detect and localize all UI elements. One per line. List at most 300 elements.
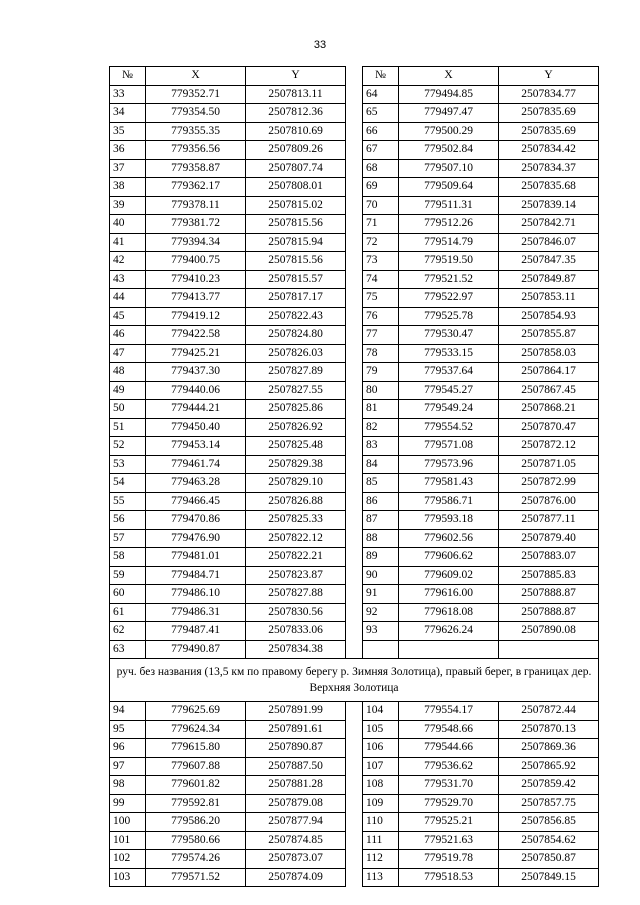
- y-coordinate-left: 2507822.21: [246, 548, 346, 567]
- column-gap: [346, 720, 363, 739]
- table-row: [110, 850, 599, 869]
- y-coordinate-left: 2507815.56: [246, 215, 346, 234]
- point-number-left: 62: [110, 622, 146, 641]
- x-coordinate-right: 779514.79: [399, 233, 499, 252]
- x-coordinate-right: 779500.29: [399, 122, 499, 141]
- point-number-right: 90: [363, 566, 399, 585]
- y-coordinate-left: 2507817.17: [246, 289, 346, 308]
- column-gap: [346, 455, 363, 474]
- table-row: [110, 159, 599, 178]
- x-coordinate-right: 779509.64: [399, 178, 499, 197]
- y-coordinate-left: 2507815.57: [246, 270, 346, 289]
- x-coordinate-right: 779593.18: [399, 511, 499, 530]
- table-row: [110, 622, 599, 641]
- point-number-right: 68: [363, 159, 399, 178]
- point-number-right: 67: [363, 141, 399, 160]
- x-coordinate-left: 779422.58: [146, 326, 246, 345]
- table-row: [110, 307, 599, 326]
- y-coordinate-left: 2507807.74: [246, 159, 346, 178]
- point-number-left: 61: [110, 603, 146, 622]
- column-gap: [346, 529, 363, 548]
- point-number-right: 113: [363, 868, 399, 887]
- point-number-right: 72: [363, 233, 399, 252]
- table-row: [110, 548, 599, 567]
- y-coordinate-left: 2507826.88: [246, 492, 346, 511]
- y-coordinate-left: 2507815.94: [246, 233, 346, 252]
- y-coordinate-right: 2507849.87: [499, 270, 599, 289]
- y-coordinate-right: 2507865.92: [499, 757, 599, 776]
- column-gap: [346, 585, 363, 604]
- column-gap: [346, 363, 363, 382]
- column-gap: [346, 215, 363, 234]
- x-coordinate-left: 779356.56: [146, 141, 246, 160]
- point-number-right: 85: [363, 474, 399, 493]
- table-row: [110, 381, 599, 400]
- y-coordinate-left: 2507826.92: [246, 418, 346, 437]
- x-coordinate-left: 779607.88: [146, 757, 246, 776]
- x-coordinate-left: 779453.14: [146, 437, 246, 456]
- point-number-left: 59: [110, 566, 146, 585]
- table-row: [110, 344, 599, 363]
- y-coordinate-right: 2507858.03: [499, 344, 599, 363]
- point-number-left: 35: [110, 122, 146, 141]
- point-number-right: 106: [363, 739, 399, 758]
- table-row: [110, 122, 599, 141]
- y-coordinate-left: 2507810.69: [246, 122, 346, 141]
- y-coordinate-left: 2507812.36: [246, 104, 346, 123]
- x-coordinate-left: 779476.90: [146, 529, 246, 548]
- column-gap: [346, 159, 363, 178]
- table-row: [110, 511, 599, 530]
- y-coordinate-right: 2507872.12: [499, 437, 599, 456]
- section-note: руч. без названия (13,5 км по правому берегу р. Зимняя Золотица), правый берег, в границах дер. Верхняя Золотица: [110, 659, 599, 702]
- column-gap: [346, 511, 363, 530]
- x-coordinate-left: 779574.26: [146, 850, 246, 869]
- point-number-right: 66: [363, 122, 399, 141]
- x-coordinate-right: 779533.15: [399, 344, 499, 363]
- y-coordinate-left: 2507824.80: [246, 326, 346, 345]
- y-coordinate-right: 2507834.42: [499, 141, 599, 160]
- table-row: [110, 85, 599, 104]
- x-coordinate-right: 779602.56: [399, 529, 499, 548]
- y-coordinate-right: 2507870.13: [499, 720, 599, 739]
- y-coordinate-right: 2507835.68: [499, 178, 599, 197]
- table-row: [110, 270, 599, 289]
- x-coordinate-left: 779481.01: [146, 548, 246, 567]
- point-number-left: 50: [110, 400, 146, 419]
- table-row: [110, 437, 599, 456]
- x-coordinate-right: 779573.96: [399, 455, 499, 474]
- column-gap: [346, 141, 363, 160]
- x-coordinate-right: 779571.08: [399, 437, 499, 456]
- y-coordinate-left: 2507827.88: [246, 585, 346, 604]
- column-gap: [346, 122, 363, 141]
- y-coordinate-right: 2507835.69: [499, 122, 599, 141]
- point-number-right: 81: [363, 400, 399, 419]
- page-number: 33: [313, 39, 327, 51]
- column-gap: [346, 640, 363, 659]
- x-coordinate-left: 779461.74: [146, 455, 246, 474]
- y-coordinate-right: 2507859.42: [499, 776, 599, 795]
- y-coordinate-right: 2507890.08: [499, 622, 599, 641]
- x-coordinate-left: 779425.21: [146, 344, 246, 363]
- x-coordinate-left: 779490.87: [146, 640, 246, 659]
- column-gap: [346, 326, 363, 345]
- x-coordinate-left: 779466.45: [146, 492, 246, 511]
- y-coordinate-left: 2507822.43: [246, 307, 346, 326]
- table-row: [110, 585, 599, 604]
- point-number-left: 38: [110, 178, 146, 197]
- x-coordinate-left: 779580.66: [146, 831, 246, 850]
- y-coordinate-right: 2507872.44: [499, 702, 599, 721]
- column-gap: [346, 437, 363, 456]
- x-coordinate-left: 779444.21: [146, 400, 246, 419]
- x-coordinate-right: 779519.50: [399, 252, 499, 271]
- y-coordinate-right: 2507854.62: [499, 831, 599, 850]
- point-number-left: 51: [110, 418, 146, 437]
- y-coordinate-left: 2507873.07: [246, 850, 346, 869]
- column-gap: [346, 868, 363, 887]
- column-gap: [346, 850, 363, 869]
- y-coordinate-right: 2507879.40: [499, 529, 599, 548]
- point-number-right: 78: [363, 344, 399, 363]
- point-number-left: 55: [110, 492, 146, 511]
- column-gap: [346, 702, 363, 721]
- column-gap: [346, 381, 363, 400]
- y-coordinate-right: 2507876.00: [499, 492, 599, 511]
- x-coordinate-right: 779519.78: [399, 850, 499, 869]
- point-number-right: 73: [363, 252, 399, 271]
- y-coordinate-right: 2507877.11: [499, 511, 599, 530]
- x-coordinate-right: 779502.84: [399, 141, 499, 160]
- point-number-right: 76: [363, 307, 399, 326]
- column-gap: [346, 178, 363, 197]
- y-coordinate-right: 2507888.87: [499, 603, 599, 622]
- x-coordinate-left: 779410.23: [146, 270, 246, 289]
- y-coordinate-right: 2507855.87: [499, 326, 599, 345]
- y-coordinate-left: 2507833.06: [246, 622, 346, 641]
- point-number-right: [363, 640, 399, 659]
- point-number-left: 102: [110, 850, 146, 869]
- point-number-left: 97: [110, 757, 146, 776]
- point-number-left: 95: [110, 720, 146, 739]
- point-number-left: 33: [110, 85, 146, 104]
- x-coordinate-right: 779581.43: [399, 474, 499, 493]
- point-number-left: 40: [110, 215, 146, 234]
- point-number-left: 44: [110, 289, 146, 308]
- point-number-left: 98: [110, 776, 146, 795]
- x-coordinate-left: 779419.12: [146, 307, 246, 326]
- column-gap: [346, 622, 363, 641]
- y-coordinate-right: 2507835.69: [499, 104, 599, 123]
- y-coordinate-right: 2507856.85: [499, 813, 599, 832]
- point-number-right: 92: [363, 603, 399, 622]
- point-number-left: 94: [110, 702, 146, 721]
- point-number-left: 60: [110, 585, 146, 604]
- x-coordinate-left: 779625.69: [146, 702, 246, 721]
- x-coordinate-right: 779531.70: [399, 776, 499, 795]
- y-coordinate-right: 2507871.05: [499, 455, 599, 474]
- point-number-right: 89: [363, 548, 399, 567]
- x-coordinate-left: 779450.40: [146, 418, 246, 437]
- table-row: [110, 252, 599, 271]
- section-note-row: [110, 659, 599, 702]
- x-coordinate-right: 779536.62: [399, 757, 499, 776]
- y-coordinate-right: [499, 640, 599, 659]
- y-coordinate-left: 2507834.38: [246, 640, 346, 659]
- column-gap: [346, 307, 363, 326]
- point-number-left: 36: [110, 141, 146, 160]
- point-number-right: 88: [363, 529, 399, 548]
- column-gap: [346, 400, 363, 419]
- y-coordinate-right: 2507846.07: [499, 233, 599, 252]
- x-coordinate-left: 779354.50: [146, 104, 246, 123]
- table-row: [110, 215, 599, 234]
- table-row: [110, 141, 599, 160]
- y-coordinate-left: 2507827.55: [246, 381, 346, 400]
- header-y-left: Y: [246, 67, 346, 86]
- x-coordinate-left: 779571.52: [146, 868, 246, 887]
- column-gap: [346, 474, 363, 493]
- coordinates-table: [109, 66, 599, 887]
- x-coordinate-right: 779549.24: [399, 400, 499, 419]
- y-coordinate-right: 2507834.77: [499, 85, 599, 104]
- x-coordinate-left: 779394.34: [146, 233, 246, 252]
- table-row: [110, 104, 599, 123]
- column-gap: [346, 739, 363, 758]
- point-number-left: 47: [110, 344, 146, 363]
- point-number-left: 39: [110, 196, 146, 215]
- y-coordinate-right: 2507869.36: [499, 739, 599, 758]
- y-coordinate-right: 2507885.83: [499, 566, 599, 585]
- point-number-left: 96: [110, 739, 146, 758]
- y-coordinate-left: 2507890.87: [246, 739, 346, 758]
- point-number-left: 100: [110, 813, 146, 832]
- y-coordinate-left: 2507891.99: [246, 702, 346, 721]
- column-gap: [346, 831, 363, 850]
- point-number-left: 63: [110, 640, 146, 659]
- y-coordinate-left: 2507813.11: [246, 85, 346, 104]
- column-gap: [346, 85, 363, 104]
- x-coordinate-left: 779358.87: [146, 159, 246, 178]
- point-number-right: 64: [363, 85, 399, 104]
- y-coordinate-right: 2507864.17: [499, 363, 599, 382]
- point-number-left: 101: [110, 831, 146, 850]
- x-coordinate-right: 779497.47: [399, 104, 499, 123]
- point-number-right: 111: [363, 831, 399, 850]
- y-coordinate-left: 2507887.50: [246, 757, 346, 776]
- table-row: [110, 794, 599, 813]
- point-number-right: 105: [363, 720, 399, 739]
- x-coordinate-right: 779616.00: [399, 585, 499, 604]
- x-coordinate-left: 779586.20: [146, 813, 246, 832]
- table-row: [110, 813, 599, 832]
- y-coordinate-left: 2507809.26: [246, 141, 346, 160]
- table-row: [110, 529, 599, 548]
- x-coordinate-right: 779618.08: [399, 603, 499, 622]
- column-gap: [346, 270, 363, 289]
- y-coordinate-left: 2507874.85: [246, 831, 346, 850]
- x-coordinate-left: 779378.11: [146, 196, 246, 215]
- point-number-right: 79: [363, 363, 399, 382]
- y-coordinate-right: 2507868.21: [499, 400, 599, 419]
- y-coordinate-left: 2507823.87: [246, 566, 346, 585]
- x-coordinate-right: 779521.52: [399, 270, 499, 289]
- column-gap: [346, 776, 363, 795]
- point-number-left: 49: [110, 381, 146, 400]
- x-coordinate-right: 779521.63: [399, 831, 499, 850]
- y-coordinate-left: 2507815.02: [246, 196, 346, 215]
- x-coordinate-left: 779437.30: [146, 363, 246, 382]
- column-gap: [346, 794, 363, 813]
- table-row: [110, 363, 599, 382]
- x-coordinate-right: 779512.26: [399, 215, 499, 234]
- y-coordinate-right: 2507839.14: [499, 196, 599, 215]
- point-number-left: 43: [110, 270, 146, 289]
- x-coordinate-left: 779470.86: [146, 511, 246, 530]
- point-number-left: 103: [110, 868, 146, 887]
- y-coordinate-right: 2507842.71: [499, 215, 599, 234]
- y-coordinate-left: 2507879.08: [246, 794, 346, 813]
- point-number-right: 110: [363, 813, 399, 832]
- y-coordinate-right: 2507872.99: [499, 474, 599, 493]
- point-number-right: 108: [363, 776, 399, 795]
- table-row: [110, 566, 599, 585]
- column-gap: [346, 104, 363, 123]
- column-gap: [346, 548, 363, 567]
- point-number-left: 45: [110, 307, 146, 326]
- table-row: [110, 326, 599, 345]
- y-coordinate-left: 2507829.38: [246, 455, 346, 474]
- y-coordinate-right: 2507847.35: [499, 252, 599, 271]
- point-number-right: 91: [363, 585, 399, 604]
- y-coordinate-left: 2507891.61: [246, 720, 346, 739]
- y-coordinate-right: 2507850.87: [499, 850, 599, 869]
- point-number-right: 69: [363, 178, 399, 197]
- table-row: [110, 492, 599, 511]
- x-coordinate-left: 779355.35: [146, 122, 246, 141]
- header-x-right: X: [399, 67, 499, 86]
- x-coordinate-right: 779554.17: [399, 702, 499, 721]
- table-row: [110, 400, 599, 419]
- table-row: [110, 474, 599, 493]
- y-coordinate-left: 2507815.56: [246, 252, 346, 271]
- x-coordinate-left: 779484.71: [146, 566, 246, 585]
- point-number-left: 56: [110, 511, 146, 530]
- y-coordinate-left: 2507829.10: [246, 474, 346, 493]
- column-gap: [346, 67, 363, 86]
- x-coordinate-right: 779554.52: [399, 418, 499, 437]
- table-row: [110, 720, 599, 739]
- y-coordinate-right: 2507888.87: [499, 585, 599, 604]
- point-number-right: 71: [363, 215, 399, 234]
- column-gap: [346, 757, 363, 776]
- y-coordinate-left: 2507808.01: [246, 178, 346, 197]
- x-coordinate-right: 779544.66: [399, 739, 499, 758]
- table-row: [110, 603, 599, 622]
- point-number-right: 65: [363, 104, 399, 123]
- header-number-right: №: [363, 67, 399, 86]
- y-coordinate-right: 2507853.11: [499, 289, 599, 308]
- x-coordinate-right: [399, 640, 499, 659]
- y-coordinate-left: 2507825.48: [246, 437, 346, 456]
- y-coordinate-right: 2507870.47: [499, 418, 599, 437]
- table-row: [110, 418, 599, 437]
- y-coordinate-left: 2507827.89: [246, 363, 346, 382]
- x-coordinate-right: 779548.66: [399, 720, 499, 739]
- y-coordinate-right: 2507867.45: [499, 381, 599, 400]
- table-row: [110, 776, 599, 795]
- x-coordinate-right: 779522.97: [399, 289, 499, 308]
- x-coordinate-left: 779400.75: [146, 252, 246, 271]
- point-number-right: 75: [363, 289, 399, 308]
- coordinates-table-body: [110, 67, 599, 887]
- table-row: [110, 702, 599, 721]
- point-number-right: 112: [363, 850, 399, 869]
- point-number-right: 82: [363, 418, 399, 437]
- point-number-right: 70: [363, 196, 399, 215]
- table-row: [110, 196, 599, 215]
- x-coordinate-right: 779537.64: [399, 363, 499, 382]
- point-number-left: 37: [110, 159, 146, 178]
- column-gap: [346, 418, 363, 437]
- table-row: [110, 868, 599, 887]
- y-coordinate-left: 2507825.86: [246, 400, 346, 419]
- x-coordinate-left: 779440.06: [146, 381, 246, 400]
- table-row: [110, 233, 599, 252]
- x-coordinate-right: 779586.71: [399, 492, 499, 511]
- table-row: [110, 455, 599, 474]
- header-x-left: X: [146, 67, 246, 86]
- x-coordinate-right: 779606.62: [399, 548, 499, 567]
- y-coordinate-right: 2507857.75: [499, 794, 599, 813]
- x-coordinate-left: 779486.10: [146, 585, 246, 604]
- x-coordinate-left: 779362.17: [146, 178, 246, 197]
- point-number-right: 107: [363, 757, 399, 776]
- point-number-right: 80: [363, 381, 399, 400]
- point-number-left: 57: [110, 529, 146, 548]
- x-coordinate-left: 779615.80: [146, 739, 246, 758]
- x-coordinate-right: 779511.31: [399, 196, 499, 215]
- point-number-left: 42: [110, 252, 146, 271]
- column-gap: [346, 252, 363, 271]
- header-y-right: Y: [499, 67, 599, 86]
- table-row: [110, 178, 599, 197]
- y-coordinate-right: 2507834.37: [499, 159, 599, 178]
- point-number-left: 53: [110, 455, 146, 474]
- y-coordinate-left: 2507822.12: [246, 529, 346, 548]
- x-coordinate-left: 779592.81: [146, 794, 246, 813]
- point-number-left: 46: [110, 326, 146, 345]
- x-coordinate-left: 779352.71: [146, 85, 246, 104]
- x-coordinate-left: 779487.41: [146, 622, 246, 641]
- y-coordinate-left: 2507830.56: [246, 603, 346, 622]
- x-coordinate-right: 779530.47: [399, 326, 499, 345]
- y-coordinate-right: 2507849.15: [499, 868, 599, 887]
- point-number-left: 48: [110, 363, 146, 382]
- table-row: [110, 831, 599, 850]
- table-row: [110, 757, 599, 776]
- x-coordinate-right: 779529.70: [399, 794, 499, 813]
- column-gap: [346, 813, 363, 832]
- column-gap: [346, 566, 363, 585]
- x-coordinate-left: 779624.34: [146, 720, 246, 739]
- point-number-left: 99: [110, 794, 146, 813]
- point-number-right: 86: [363, 492, 399, 511]
- x-coordinate-right: 779525.78: [399, 307, 499, 326]
- x-coordinate-right: 779626.24: [399, 622, 499, 641]
- column-gap: [346, 344, 363, 363]
